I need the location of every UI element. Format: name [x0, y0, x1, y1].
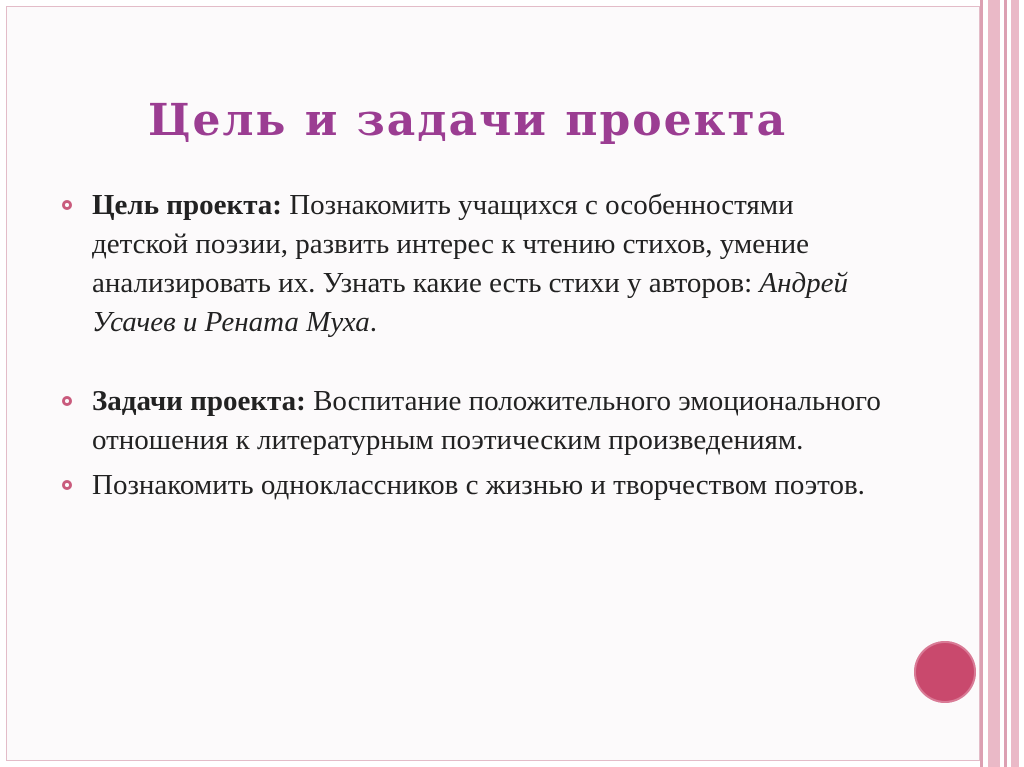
stripe	[980, 0, 983, 767]
extra-text: Познакомить одноклассников с жизнью и творчеством поэтов.	[92, 469, 865, 501]
decorative-stripes	[980, 0, 1024, 767]
extra-item	[62, 466, 892, 505]
stripe	[1004, 0, 1007, 767]
ring-bullet-icon	[62, 396, 72, 406]
slide-title: Цель и задачи проекта	[148, 95, 788, 146]
ring-bullet-icon	[62, 200, 72, 210]
tasks-item	[62, 382, 892, 460]
goal-item	[62, 186, 892, 342]
tasks-text: Воспитание положительного эмоционального отношения к литературным поэтическим произведениям.	[92, 385, 881, 456]
goal-authors: Андрей Усачев и Рената Муха	[92, 267, 849, 338]
bullet-list	[62, 186, 892, 505]
stripe	[988, 0, 1000, 767]
goal-end: .	[369, 306, 378, 338]
tasks-label: Задачи проекта:	[92, 385, 306, 417]
ring-bullet-icon	[62, 480, 72, 490]
goal-label: Цель проекта:	[92, 189, 282, 221]
stripe	[1011, 0, 1019, 767]
goal-text: Познакомить учащихся с особенностями детской поэзии, развить интерес к чтению стихов, умение анализировать их. Узнать какие есть стихи у авторов:	[92, 189, 810, 299]
accent-circle	[914, 641, 976, 703]
